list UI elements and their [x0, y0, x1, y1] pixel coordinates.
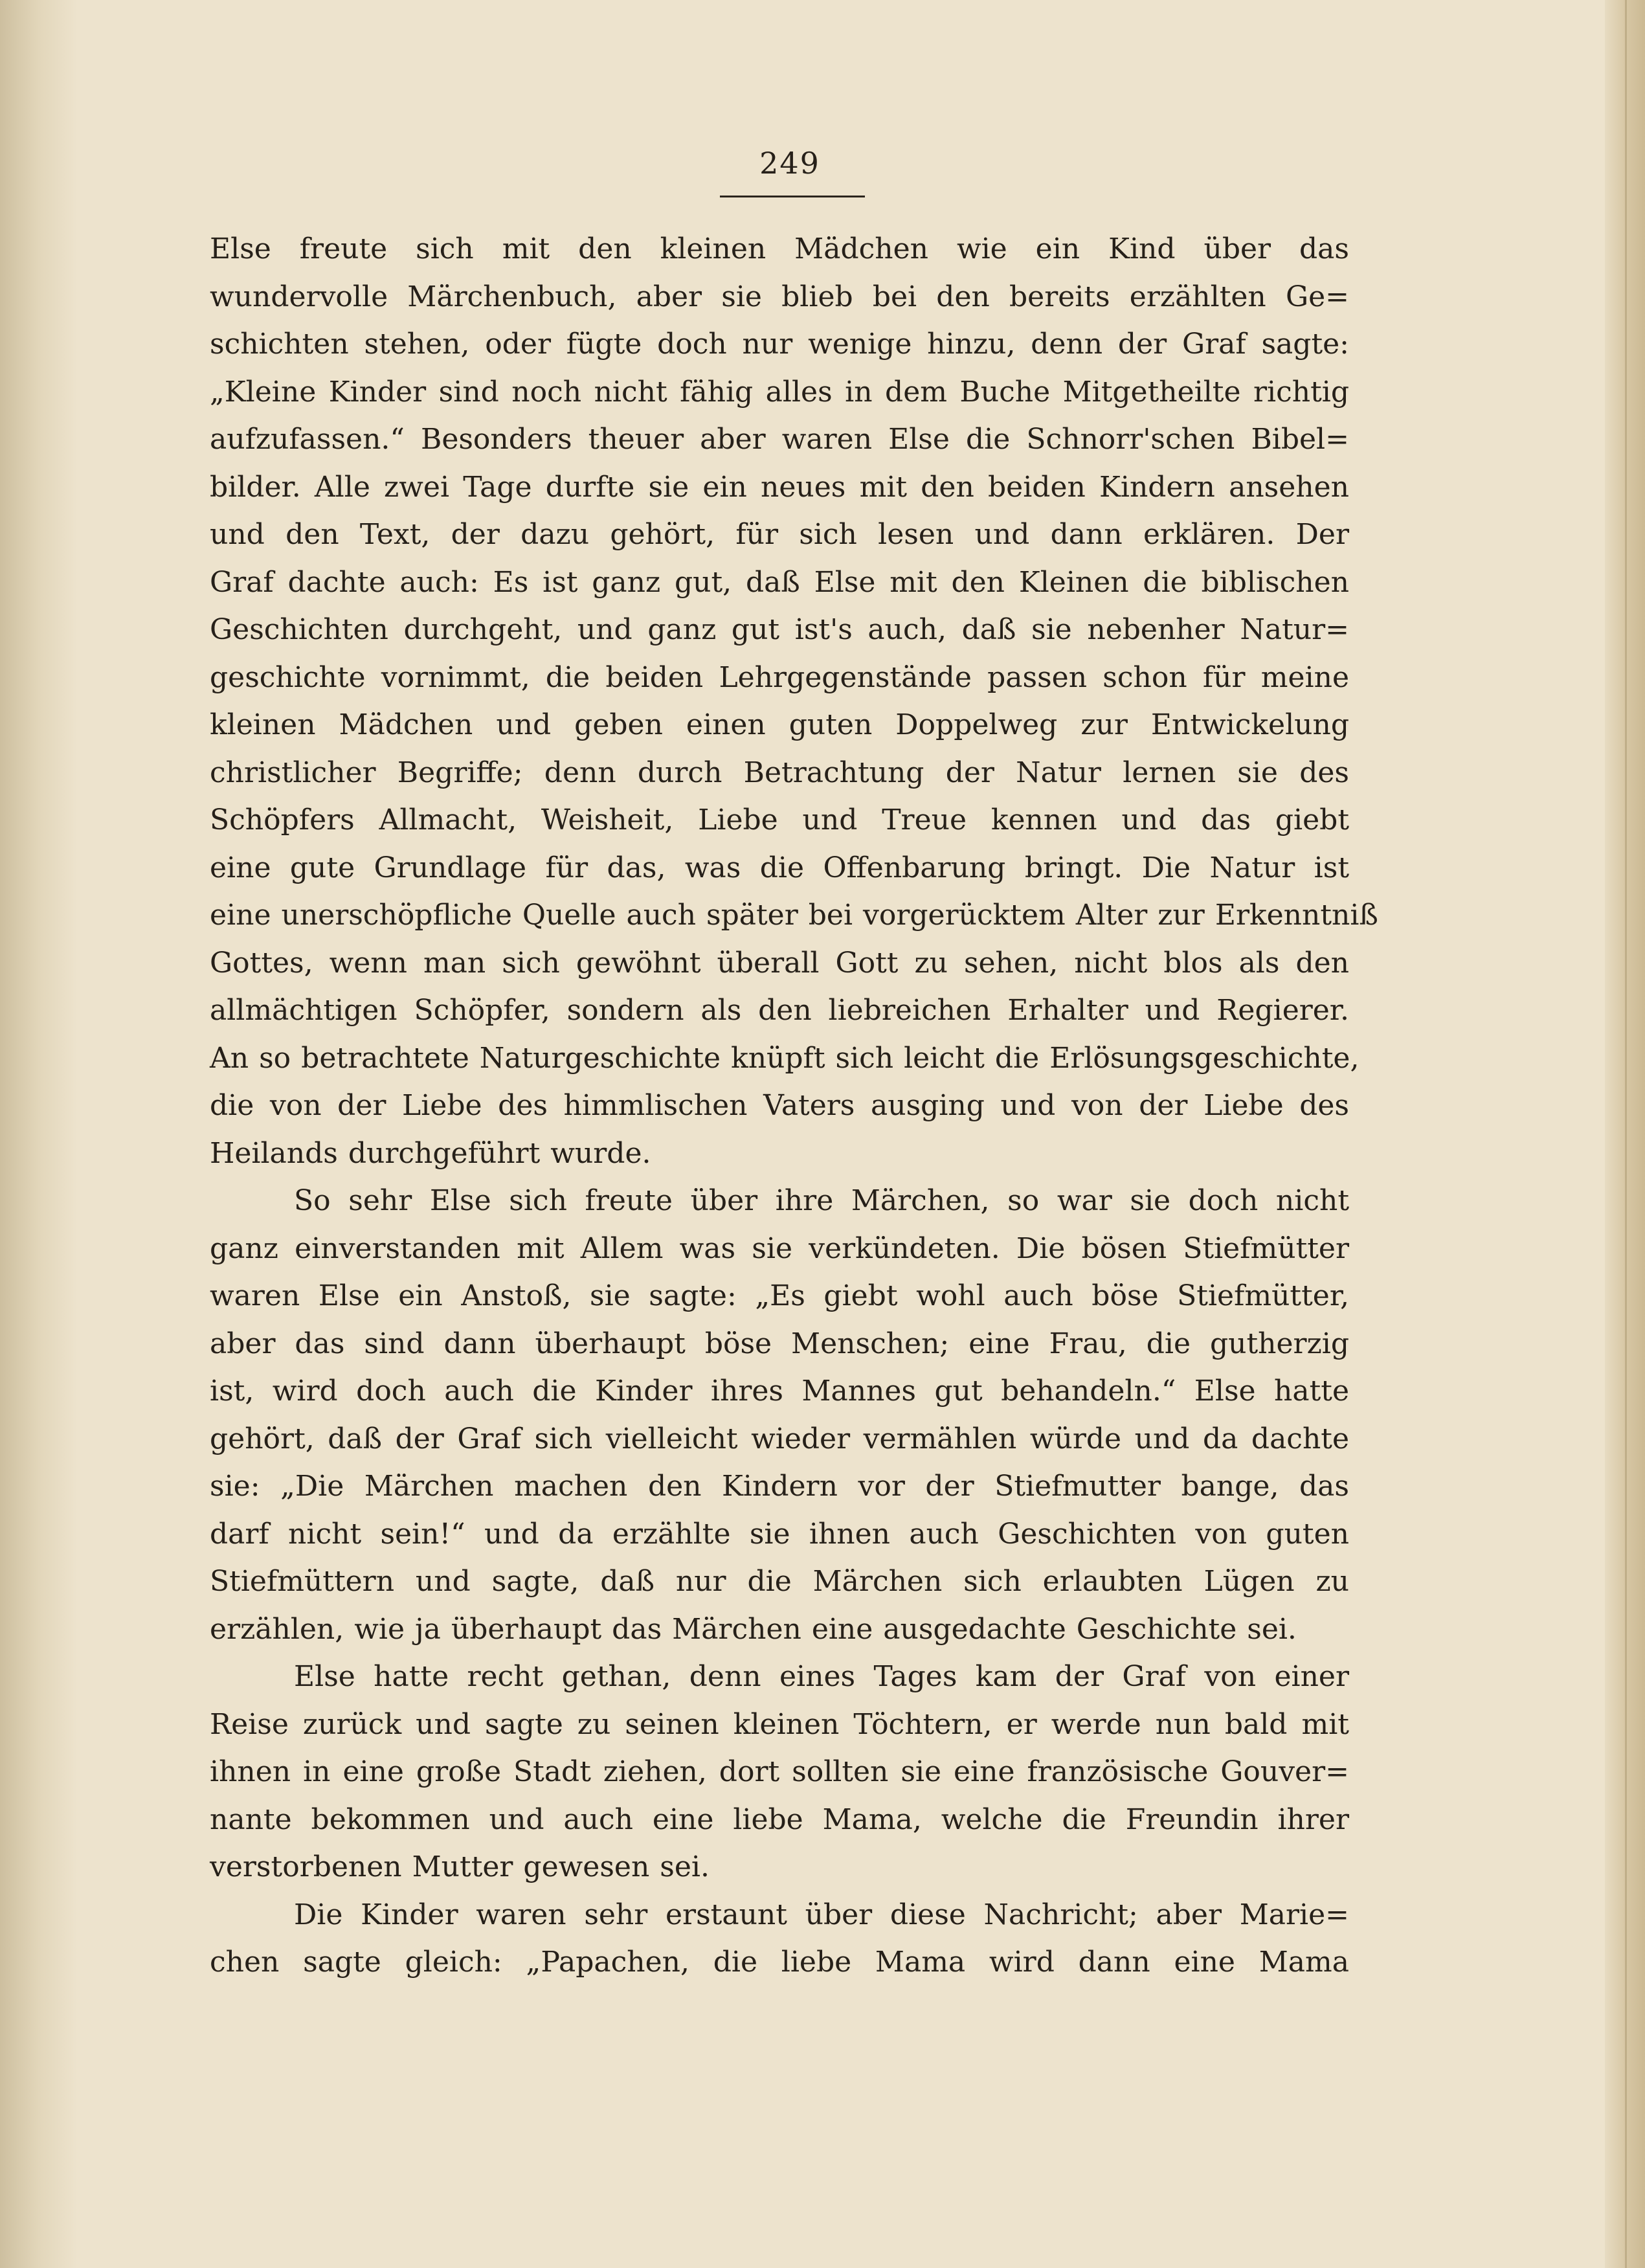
- text-line: darf nicht sein!“ und da erzählte sie ihnen auch Geschichten von guten: [210, 1517, 1349, 1551]
- text-line: kleinen Mädchen und geben einen guten Doppelweg zur Entwickelung: [210, 708, 1349, 741]
- page-number-rule: [720, 196, 865, 197]
- text-line: ist, wird doch auch die Kinder ihres Mannes gut behandeln.“ Else hatte: [210, 1375, 1349, 1408]
- text-line: ihnen in eine große Stadt ziehen, dort sollten sie eine französische Gouver=: [210, 1755, 1349, 1788]
- text-line: und den Text, der dazu gehört, für sich lesen und dann erklären. Der: [210, 518, 1349, 551]
- text-line: nante bekommen und auch eine liebe Mama, welche die Freundin ihrer: [210, 1802, 1349, 1836]
- text-line: Graf dachte auch: Es ist ganz gut, daß Else mit den Kleinen die biblischen: [210, 565, 1349, 599]
- text-line: bilder. Alle zwei Tage durfte sie ein neues mit den beiden Kindern ansehen: [210, 470, 1349, 504]
- text-line: So sehr Else sich freute über ihre Märchen, so war sie doch nicht: [294, 1184, 1349, 1217]
- text-line: ganz einverstanden mit Allem was sie verkündeten. Die bösen Stiefmütter: [210, 1231, 1349, 1265]
- text-line: eine gute Grundlage für das, was die Offenbarung bringt. Die Natur ist: [210, 851, 1349, 884]
- book-spine-shadow: [0, 0, 78, 2268]
- text-line: Else hatte recht gethan, denn eines Tages kam der Graf von einer: [294, 1660, 1349, 1693]
- text-line: schichten stehen, oder fügte doch nur wenige hinzu, denn der Graf sagte:: [210, 328, 1349, 361]
- text-line: wundervolle Märchenbuch, aber sie blieb bei den bereits erzählten Ge=: [210, 280, 1349, 313]
- text-line: Schöpfers Allmacht, Weisheit, Liebe und Treue kennen und das giebt: [210, 803, 1349, 836]
- text-line: allmächtigen Schöpfer, sondern als den liebreichen Erhalter und Regierer.: [210, 994, 1349, 1027]
- text-line: Else freute sich mit den kleinen Mädchen wie ein Kind über das: [210, 232, 1349, 265]
- text-line: Reise zurück und sagte zu seinen kleinen Töchtern, er werde nun bald mit: [210, 1707, 1349, 1741]
- page-number: 249: [759, 146, 820, 181]
- text-line: waren Else ein Anstoß, sie sagte: „Es giebt wohl auch böse Stiefmütter,: [210, 1279, 1349, 1312]
- text-line: die von der Liebe des himmlischen Vaters ausging und von der Liebe des: [210, 1089, 1349, 1122]
- page-edge-line: [1625, 0, 1627, 2268]
- text-line: „Kleine Kinder sind noch nicht fähig alles in dem Buche Mitgetheilte richtig: [210, 375, 1349, 409]
- text-line: aber das sind dann überhaupt böse Menschen; eine Frau, die gutherzig: [210, 1327, 1349, 1360]
- text-line: erzählen, wie ja überhaupt das Märchen eine ausgedachte Geschichte sei.: [210, 1612, 1297, 1646]
- text-line: sie: „Die Märchen machen den Kindern vor der Stiefmutter bange, das: [210, 1470, 1349, 1503]
- text-line: gehört, daß der Graf sich vielleicht wieder vermählen würde und da dachte: [210, 1422, 1349, 1455]
- body-text: [210, 225, 1378, 1986]
- text-line: An so betrachtete Naturgeschichte knüpft sich leicht die Erlösungsgeschichte,: [210, 1041, 1360, 1075]
- text-line: Stiefmüttern und sagte, daß nur die Märchen sich erlaubten Lügen zu: [210, 1565, 1349, 1598]
- text-line: aufzufassen.“ Besonders theuer aber waren Else die Schnorr'schen Bibel=: [210, 423, 1349, 456]
- text-line: christlicher Begriffe; denn durch Betrachtung der Natur lernen sie des: [210, 756, 1349, 789]
- text-line: Die Kinder waren sehr erstaunt über diese Nachricht; aber Marie=: [294, 1898, 1349, 1931]
- text-line: verstorbenen Mutter gewesen sei.: [210, 1850, 710, 1883]
- text-line: Gottes, wenn man sich gewöhnt überall Gott zu sehen, nicht blos als den: [210, 946, 1349, 980]
- text-line: eine unerschöpfliche Quelle auch später bei vorgerücktem Alter zur Erkenntniß: [210, 899, 1378, 932]
- text-line: Geschichten durchgeht, und ganz gut ist's auch, daß sie nebenher Natur=: [210, 613, 1349, 646]
- text-line: Heilands durchgeführt wurde.: [210, 1136, 651, 1170]
- text-line: chen sagte gleich: „Papachen, die liebe Mama wird dann eine Mama: [210, 1946, 1349, 1979]
- text-line: geschichte vornimmt, die beiden Lehrgegenstände passen schon für meine: [210, 660, 1349, 694]
